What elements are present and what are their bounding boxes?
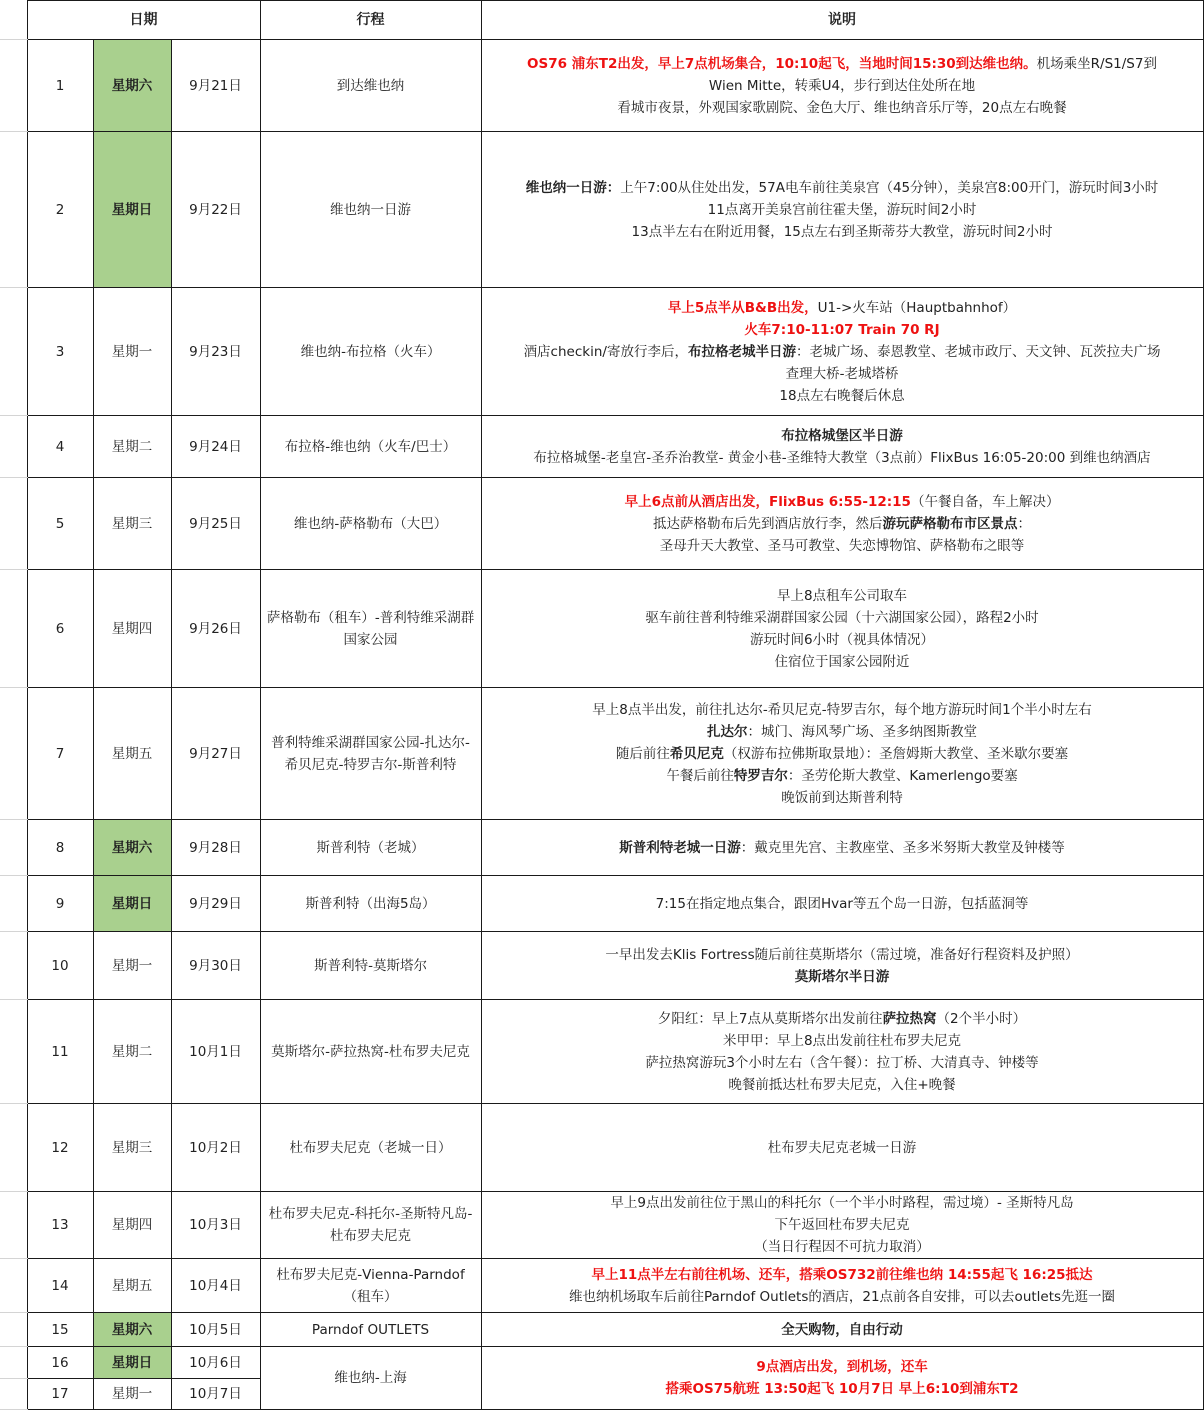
date-cell[interactable]: 9月25日 — [171, 478, 260, 570]
table-row — [0, 1347, 1203, 1379]
description-line — [486, 651, 1199, 673]
description-line — [486, 944, 1199, 966]
table-row — [0, 416, 1203, 478]
description-text: 晚餐前抵达杜布罗夫尼克，入住+晚餐 — [728, 1076, 956, 1093]
description-text: 13点半左右在附近用餐，15点左右到圣斯蒂芬大教堂，游玩时间2小时 — [631, 223, 1053, 240]
description-text: Wien Mitte，转乘U4，步行到达住处所在地 — [708, 77, 976, 94]
description-line — [486, 53, 1199, 75]
row-gutter — [0, 1313, 27, 1347]
weekday-cell[interactable]: 星期日 — [93, 1347, 171, 1379]
description-line — [486, 1137, 1199, 1159]
weekday-cell[interactable]: 星期一 — [93, 288, 171, 416]
description-line — [486, 1264, 1199, 1286]
description-text: 晚饭前到达斯普利特 — [781, 789, 903, 806]
description-cell[interactable] — [481, 1000, 1203, 1104]
description-cell[interactable] — [481, 132, 1203, 288]
description-cell[interactable] — [481, 688, 1203, 820]
description-text: （2个半小时） — [936, 1010, 1027, 1027]
description-line — [486, 629, 1199, 651]
date-cell[interactable]: 9月24日 — [171, 416, 260, 478]
route-cell[interactable]: 布拉格-维也纳（火车/巴士） — [260, 416, 481, 478]
weekday-cell[interactable]: 星期二 — [93, 1000, 171, 1104]
description-cell[interactable] — [481, 1104, 1203, 1192]
table-row — [0, 1259, 1203, 1313]
highlight-text: 搭乘OS75航班 13:50起飞 10月7日 早上6:10到浦东T2 — [665, 1381, 1019, 1397]
description-line — [486, 1074, 1199, 1096]
description-cell[interactable] — [481, 1313, 1203, 1347]
day-number[interactable]: 10 — [27, 932, 93, 1000]
weekday-cell[interactable]: 星期五 — [93, 1259, 171, 1313]
highlight-text: 早上6点前从酒店出发，FlixBus 6:55-12:15 — [624, 493, 911, 510]
description-text: 查理大桥-老城塔桥 — [785, 365, 899, 382]
date-cell[interactable]: 9月26日 — [171, 570, 260, 688]
description-text: 18点左右晚餐后休息 — [779, 387, 905, 404]
bold-text: 扎达尔 — [707, 723, 748, 740]
description-text: 随后前往 — [615, 745, 670, 762]
day-number[interactable]: 13 — [27, 1192, 93, 1259]
weekday-cell[interactable]: 星期三 — [93, 478, 171, 570]
description-line — [486, 721, 1199, 743]
bold-text: 布拉格老城半日游 — [687, 343, 796, 360]
description-text: 午餐后前往 — [666, 767, 734, 784]
description-text: 住宿位于国家公园附近 — [774, 653, 910, 670]
bold-text: 斯普利特老城一日游 — [619, 839, 741, 856]
weekday-cell[interactable]: 星期六 — [93, 40, 171, 132]
weekday-cell[interactable]: 星期日 — [93, 876, 171, 932]
description-line — [486, 966, 1199, 988]
bold-text: 布拉格城堡区半日游 — [781, 427, 903, 444]
description-text: 圣母升天大教堂、圣马可教堂、失恋博物馆、萨格勒布之眼等 — [659, 537, 1025, 554]
table-row — [0, 1192, 1203, 1259]
description-line — [486, 1030, 1199, 1052]
route-cell[interactable]: 普利特维采湖群国家公园-扎达尔-希贝尼克-特罗吉尔-斯普利特 — [260, 688, 481, 820]
description-cell[interactable] — [481, 288, 1203, 416]
description-line — [486, 787, 1199, 809]
date-cell[interactable]: 9月29日 — [171, 876, 260, 932]
description-line — [486, 319, 1199, 341]
weekday-cell[interactable]: 星期四 — [93, 1192, 171, 1259]
day-number[interactable]: 17 — [27, 1379, 93, 1410]
description-text: ：城门、海风琴广场、圣多纳图斯教堂 — [747, 723, 978, 740]
description-cell[interactable] — [481, 932, 1203, 1000]
day-number[interactable]: 1 — [27, 40, 93, 132]
route-cell[interactable]: 杜布罗夫尼克-Vienna-Parndof（租车） — [260, 1259, 481, 1313]
row-gutter — [0, 1259, 27, 1313]
weekday-cell[interactable]: 星期六 — [93, 1313, 171, 1347]
table-row — [0, 688, 1203, 820]
route-cell[interactable]: Parndof OUTLETS — [260, 1313, 481, 1347]
route-cell[interactable]: 到达维也纳 — [260, 40, 481, 132]
description-line — [486, 743, 1199, 765]
day-number[interactable]: 16 — [27, 1347, 93, 1379]
bold-text: 全天购物，自由行动 — [781, 1321, 903, 1338]
route-cell[interactable]: 杜布罗夫尼克（老城一日） — [260, 1104, 481, 1192]
route-cell[interactable]: 维也纳-萨格勒布（大巴） — [260, 478, 481, 570]
description-text: 看城市夜景，外观国家歌剧院、金色大厅、维也纳音乐厅等，20点左右晚餐 — [617, 99, 1067, 116]
description-line — [486, 363, 1199, 385]
date-header[interactable]: 日期 — [27, 1, 260, 40]
route-cell[interactable]: 斯普利特（出海5岛） — [260, 876, 481, 932]
description-line — [486, 585, 1199, 607]
description-text: 驱车前往普利特维采湖群国家公园（十六湖国家公园），路程2小时 — [645, 609, 1039, 626]
weekday-cell[interactable]: 星期一 — [93, 1379, 171, 1410]
row-gutter — [0, 1000, 27, 1104]
table-row — [0, 1313, 1203, 1347]
table-row — [0, 570, 1203, 688]
row-gutter — [0, 1192, 27, 1259]
description-cell[interactable] — [481, 820, 1203, 876]
description-cell[interactable] — [481, 1347, 1203, 1410]
description-text: 萨拉热窝游玩3个小时左右（含午餐）：拉丁桥、大清真寺、钟楼等 — [645, 1054, 1039, 1071]
description-line — [486, 177, 1199, 199]
table-row — [0, 132, 1203, 288]
description-text: （午餐自备，车上解决） — [910, 493, 1060, 510]
highlight-text: 9点酒店出发，到机场，还车 — [756, 1359, 928, 1375]
description-text: 7:15在指定地点集合，跟团Hvar等五个岛一日游，包括蓝洞等 — [655, 895, 1029, 912]
table-row — [0, 288, 1203, 416]
highlight-text: 早上11点半左右前往机场、还车，搭乘OS732前往维也纳 14:55起飞 16:25抵达 — [591, 1266, 1093, 1283]
table-row — [0, 40, 1203, 132]
row-gutter — [0, 416, 27, 478]
date-cell[interactable]: 10月4日 — [171, 1259, 260, 1313]
description-line — [486, 1236, 1199, 1258]
day-number[interactable]: 6 — [27, 570, 93, 688]
route-header[interactable]: 行程 — [260, 1, 481, 40]
bold-text: 莫斯塔尔半日游 — [794, 968, 890, 985]
description-text: 米甲甲：早上8点出发前往杜布罗夫尼克 — [722, 1032, 962, 1049]
description-text: 一早出发去Klis Fortress随后前往莫斯塔尔（需过境，准备好行程资料及护照） — [605, 946, 1079, 963]
weekday-cell[interactable]: 星期六 — [93, 820, 171, 876]
route-cell[interactable]: 维也纳一日游 — [260, 132, 481, 288]
description-text: 酒店checkin/寄放行李后， — [523, 343, 688, 360]
description-line — [486, 699, 1199, 721]
row-gutter — [0, 570, 27, 688]
description-cell[interactable] — [481, 478, 1203, 570]
description-line — [486, 1214, 1199, 1236]
highlight-text: 火车7:10-11:07 Train 70 RJ — [744, 321, 940, 338]
bold-text: 游玩萨格勒布市区景点 — [882, 515, 1018, 532]
route-cell[interactable]: 萨格勒布（租车）-普利特维采湖群国家公园 — [260, 570, 481, 688]
highlight-text: OS76 浦东T2出发，早上7点机场集合，10:10起飞，当地时间15:30到达维也纳。 — [527, 55, 1037, 72]
route-cell[interactable]: 斯普利特（老城） — [260, 820, 481, 876]
day-number[interactable]: 5 — [27, 478, 93, 570]
description-line — [486, 1052, 1199, 1074]
description-text: 维也纳机场取车后前往Parndof Outlets的酒店，21点前各自安排，可以去outlets先逛一圈 — [568, 1288, 1116, 1305]
description-text: U1->火车站（Hauptbahnhof） — [817, 299, 1017, 316]
description-cell[interactable] — [481, 40, 1203, 132]
route-cell[interactable]: 莫斯塔尔-萨拉热窝-杜布罗夫尼克 — [260, 1000, 481, 1104]
day-number[interactable]: 7 — [27, 688, 93, 820]
table-row — [0, 1000, 1203, 1104]
day-number[interactable]: 9 — [27, 876, 93, 932]
row-gutter — [0, 1104, 27, 1192]
description-line — [486, 75, 1199, 97]
description-line — [486, 491, 1199, 513]
row-gutter — [0, 688, 27, 820]
description-text: ：圣劳伦斯大教堂、Kamerlengo要塞 — [787, 767, 1018, 784]
bold-text: 特罗吉尔 — [733, 767, 788, 784]
date-cell[interactable]: 9月23日 — [171, 288, 260, 416]
description-cell[interactable] — [481, 1192, 1203, 1259]
description-text: ： — [1017, 515, 1032, 532]
description-line — [486, 221, 1199, 243]
highlight-text: 早上5点半从B&B出发， — [667, 299, 818, 316]
day-number[interactable]: 8 — [27, 820, 93, 876]
description-line — [486, 1356, 1199, 1378]
row-gutter — [0, 132, 27, 288]
day-number[interactable]: 3 — [27, 288, 93, 416]
description-cell[interactable] — [481, 1259, 1203, 1313]
description-text: 机场乘坐R/S1/S7到 — [1036, 55, 1157, 72]
bold-text: 萨拉热窝 — [882, 1010, 937, 1027]
description-header[interactable]: 说明 — [481, 1, 1203, 40]
description-text: 夕阳红：早上7点从莫斯塔尔出发前往 — [657, 1010, 883, 1027]
description-line — [486, 837, 1199, 859]
weekday-cell[interactable]: 星期三 — [93, 1104, 171, 1192]
day-number[interactable]: 2 — [27, 132, 93, 288]
description-text: 下午返回杜布罗夫尼克 — [774, 1217, 910, 1233]
description-text: 上午7:00从住处出发，57A电车前往美泉宫（45分钟），美泉宫8:00开门，游玩时间3小时 — [620, 179, 1159, 196]
row-gutter — [0, 1379, 27, 1410]
header-row — [0, 1, 1203, 40]
table-row — [0, 876, 1203, 932]
row-gutter — [0, 932, 27, 1000]
day-number[interactable]: 4 — [27, 416, 93, 478]
date-cell[interactable]: 9月30日 — [171, 932, 260, 1000]
route-cell[interactable]: 杜布罗夫尼克-科托尔-圣斯特凡岛-杜布罗夫尼克 — [260, 1192, 481, 1259]
row-gutter — [0, 876, 27, 932]
row-gutter — [0, 820, 27, 876]
description-text: 早上8点半出发，前往扎达尔-希贝尼克-特罗吉尔，每个地方游玩时间1个半小时左右 — [592, 701, 1092, 718]
date-cell[interactable]: 9月28日 — [171, 820, 260, 876]
route-cell[interactable]: 维也纳-上海 — [260, 1347, 481, 1410]
description-text: 抵达萨格勒布后先到酒店放行李，然后 — [653, 515, 883, 532]
description-line — [486, 97, 1199, 119]
description-text: 早上8点租车公司取车 — [776, 587, 908, 604]
route-cell[interactable]: 斯普利特-莫斯塔尔 — [260, 932, 481, 1000]
description-text: ：老城广场、泰恩教堂、老城市政厅、天文钟、瓦茨拉夫广场 — [795, 343, 1161, 360]
route-cell[interactable]: 维也纳-布拉格（火车） — [260, 288, 481, 416]
description-line — [486, 1286, 1199, 1308]
date-cell[interactable]: 9月22日 — [171, 132, 260, 288]
row-gutter — [0, 1347, 27, 1379]
description-text: 杜布罗夫尼克老城一日游 — [767, 1139, 917, 1156]
itinerary-body — [0, 40, 1203, 1410]
date-cell[interactable]: 10月7日 — [171, 1379, 260, 1410]
bold-text: 希贝尼克 — [669, 745, 724, 762]
description-text: （权游布拉佛斯取景地）：圣詹姆斯大教堂、圣米歇尔要塞 — [723, 745, 1069, 762]
date-cell[interactable]: 9月27日 — [171, 688, 260, 820]
day-number[interactable]: 11 — [27, 1000, 93, 1104]
description-line — [486, 425, 1199, 447]
table-row — [0, 478, 1203, 570]
day-number[interactable]: 12 — [27, 1104, 93, 1192]
table-row — [0, 1104, 1203, 1192]
description-line — [486, 1378, 1199, 1400]
description-line — [486, 893, 1199, 915]
date-cell[interactable]: 10月1日 — [171, 1000, 260, 1104]
weekday-cell[interactable]: 星期日 — [93, 132, 171, 288]
description-line — [486, 1319, 1199, 1341]
row-gutter — [0, 40, 27, 132]
description-line — [486, 199, 1199, 221]
description-line — [486, 341, 1199, 363]
description-line — [486, 607, 1199, 629]
description-text: 11点离开美泉宫前往霍夫堡，游玩时间2小时 — [707, 201, 977, 218]
description-cell[interactable] — [481, 876, 1203, 932]
description-cell[interactable] — [481, 570, 1203, 688]
row-gutter — [0, 288, 27, 416]
table-row — [0, 932, 1203, 1000]
description-line — [486, 765, 1199, 787]
description-line — [486, 535, 1199, 557]
date-cell[interactable]: 10月3日 — [171, 1192, 260, 1259]
row-gutter-header — [0, 1, 27, 40]
description-line — [486, 385, 1199, 407]
day-number[interactable]: 14 — [27, 1259, 93, 1313]
weekday-cell[interactable]: 星期一 — [93, 932, 171, 1000]
date-cell[interactable]: 10月5日 — [171, 1313, 260, 1347]
description-line — [486, 513, 1199, 535]
date-cell[interactable]: 10月2日 — [171, 1104, 260, 1192]
description-line — [486, 1192, 1199, 1214]
table-row — [0, 820, 1203, 876]
row-gutter — [0, 478, 27, 570]
description-text: ：戴克里先宫、主教座堂、圣多米努斯大教堂及钟楼等 — [740, 839, 1065, 856]
weekday-cell[interactable]: 星期二 — [93, 416, 171, 478]
description-text: 早上9点出发前往位于黑山的科托尔（一个半小时路程，需过境）- 圣斯特凡岛 — [610, 1195, 1074, 1211]
description-text: 布拉格城堡-老皇宫-圣乔治教堂- 黄金小巷-圣维特大教堂（3点前）FlixBus 16:05-20:00 到维也纳酒店 — [533, 449, 1151, 466]
description-line — [486, 447, 1199, 469]
date-cell[interactable]: 10月6日 — [171, 1347, 260, 1379]
bold-text: 维也纳一日游： — [525, 179, 621, 196]
description-line — [486, 297, 1199, 319]
date-cell[interactable]: 9月21日 — [171, 40, 260, 132]
description-cell[interactable] — [481, 416, 1203, 478]
description-text: （当日行程因不可抗力取消） — [754, 1239, 930, 1255]
day-number[interactable]: 15 — [27, 1313, 93, 1347]
description-text: 游玩时间6小时（视具体情况） — [749, 631, 935, 648]
weekday-cell[interactable]: 星期五 — [93, 688, 171, 820]
weekday-cell[interactable]: 星期四 — [93, 570, 171, 688]
description-line — [486, 1008, 1199, 1030]
